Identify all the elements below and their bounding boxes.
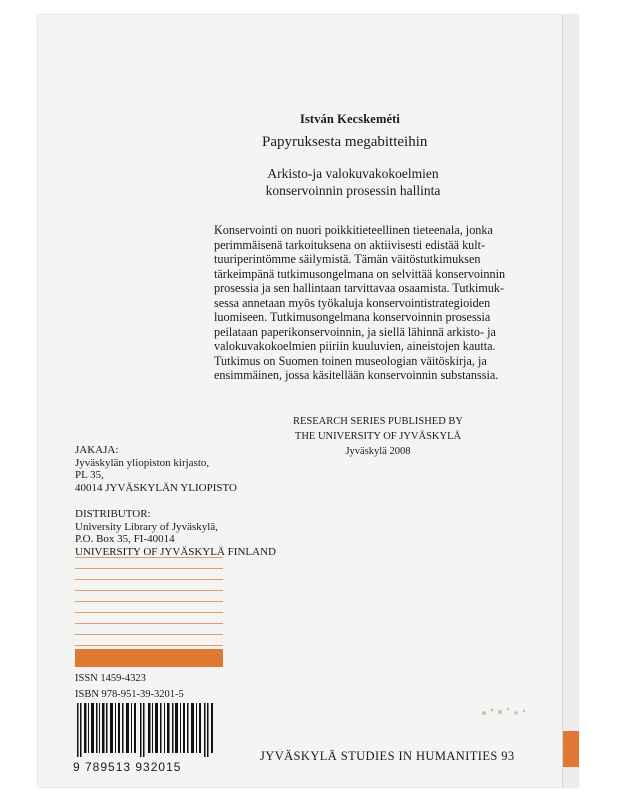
issn: ISSN 1459-4323 [75,673,146,684]
book-spine [562,15,579,787]
rule-line [75,634,223,635]
research-series-block [268,414,488,459]
abstract-line: luomiseen. Tutkimusongelmana konservoinnin prosessia [214,310,491,324]
orange-rule-lines [75,557,223,656]
book-title: Papyruksesta megabitteihin [262,134,428,150]
distributor-line-2: P.O. Box 35, FI-40014 [75,533,175,545]
distributor-address [75,508,276,558]
abstract-line: peilataan paperikonservoinnin, ja siellä lähinnä arkisto- ja [214,324,496,339]
isbn: ISBN 978-951-39-3201-5 [75,689,184,700]
jakaja-line-1: Jyväskylän yliopiston kirjasto, [75,456,210,469]
abstract-line: Tutkimus on Suomen toinen museologian väitöskirja, ja [214,353,487,368]
distributor-heading: DISTRIBUTOR: [75,508,151,520]
orange-band [75,649,223,667]
rule-line [75,612,223,613]
abstract-line: prosessia ja sen hallintaan tarvittavaa osaamista. Tutkimuk- [214,281,505,295]
series-line-2: THE UNIVERSITY OF JYVÄSKYLÄ [294,431,462,442]
barcode-graphic [75,703,217,757]
subtitle-line-2: konservoinnin prosessin hallinta [265,183,441,198]
jakaja-heading: JAKAJA: [75,444,119,456]
subtitle-line-1: Arkisto-ja valokuvakokoelmien [267,166,439,181]
series-footer: JYVÄSKYLÄ STUDIES IN HUMANITIES 93 [260,749,515,763]
abstract [214,223,546,383]
abstract-line: ensimmäinen, jossa käsitellään konservoinnin substanssia. [214,368,499,382]
rule-line [75,645,223,646]
rule-line [75,590,223,591]
jakaja-address [75,444,237,494]
abstract-line: sessa annetaan myös työkaluja konservointistrategioiden [214,295,491,310]
author-name: István Kecskeméti [300,112,400,126]
distributor-line-3: UNIVERSITY OF JYVÄSKYLÄ FINLAND [75,545,276,558]
series-line-1: RESEARCH SERIES PUBLISHED BY [292,416,464,427]
abstract-line: tuuriperintömme säilymistä. Tämän väitöstutkimuksen [214,252,481,266]
abstract-line: Konservointi on nuori poikkitieteellinen tieteenala, jonka [214,223,493,237]
abstract-line: valokuvakokoelmien piiriin kuuluvien, aineistojen kautta. [214,339,496,353]
spine-orange-tab [563,731,579,767]
rule-line [75,579,223,580]
barcode-digits: 9 789513 932015 [73,760,182,774]
book-back-cover [38,15,578,787]
jakaja-line-3: 40014 JYVÄSKYLÄN YLIOPISTO [75,481,237,494]
rule-line [75,557,223,558]
series-line-3: Jyväskylä 2008 [345,446,411,457]
faded-stamp-mark [478,704,530,720]
jakaja-line-2: PL 35, [75,469,104,481]
rule-line [75,568,223,569]
rule-line [75,601,223,602]
distributor-line-1: University Library of Jyväskylä, [75,520,218,533]
abstract-line: tärkeimpänä tutkimusongelmana on selvittää konservoinnin [214,266,506,281]
rule-line [75,623,223,624]
abstract-line: perimmäisenä tarkoituksena on aktiivisesti edistää kult- [214,237,486,252]
